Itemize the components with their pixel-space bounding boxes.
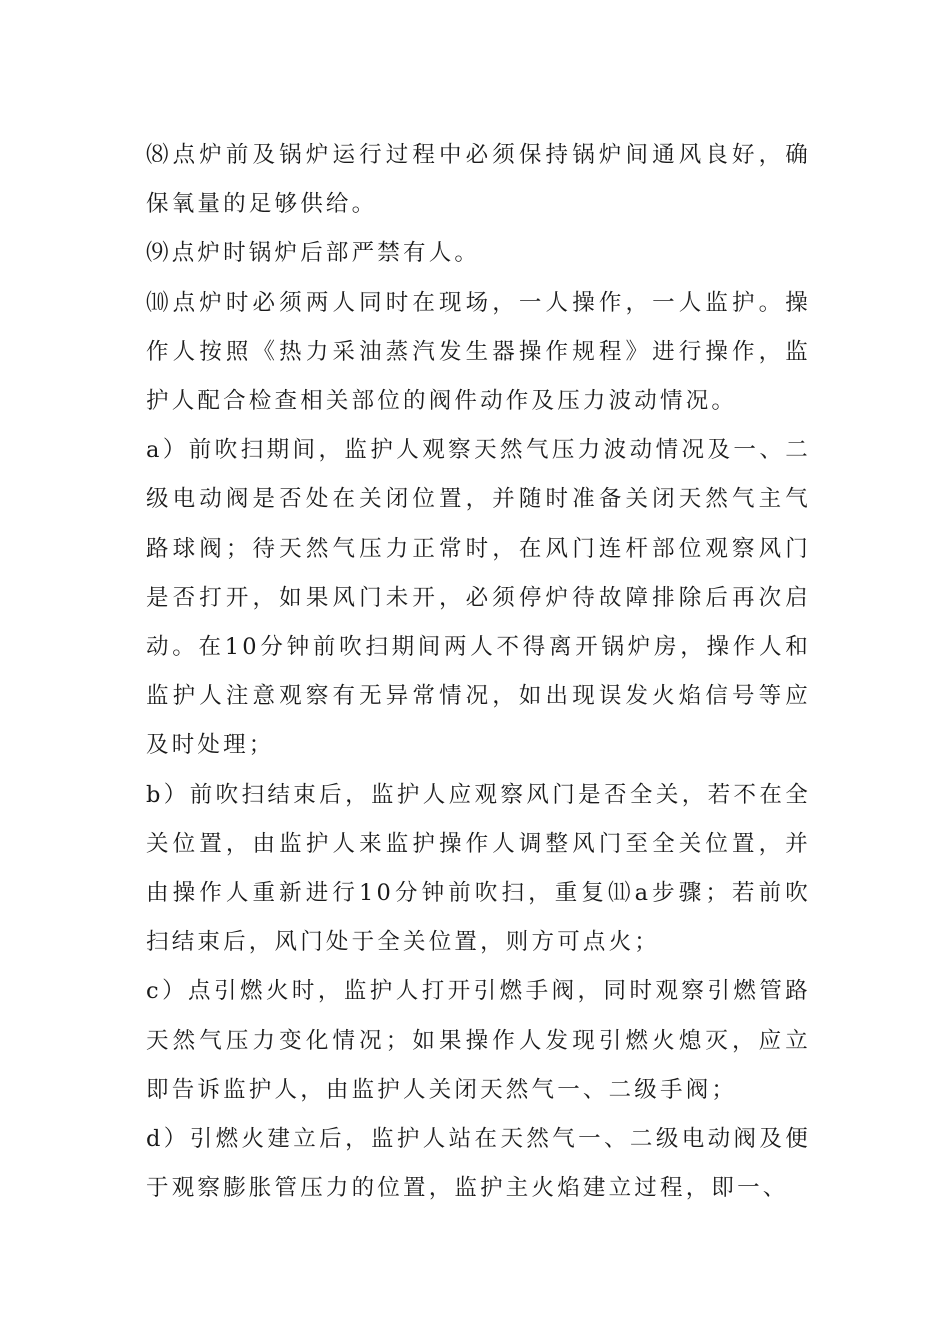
paragraph-a: a）前吹扫期间，监护人观察天然气压力波动情况及一、二级电动阀是否处在关闭位置，并随时准备关闭天然气主气路球阀；待天然气压力正常时，在风门连杆部位观察风门是否打开，如果风门未开，必须停炉待故障排除后再次启动。在10分钟前吹扫期间两人不得离开锅炉房，操作人和监护人注意观察有无异常情况，如出现误发火焰信号等应及时处理； xyxy=(146,437,811,759)
paragraph-b: b）前吹扫结束后，监护人应观察风门是否全关，若不在全关位置，由监护人来监护操作人调整风门至全关位置，并由操作人重新进行10分钟前吹扫，重复⑾a步骤；若前吹扫结束后，风门处于全关位置，则方可点火； xyxy=(146,781,811,956)
paragraph-c: c）点引燃火时，监护人打开引燃手阀，同时观察引燃管路天然气压力变化情况；如果操作人发现引燃火熄灭，应立即告诉监护人，由监护人关闭天然气一、二级手阀； xyxy=(146,978,811,1103)
paragraph-d: d）引燃火建立后，监护人站在天然气一、二级电动阀及便于观察膨胀管压力的位置，监护主火焰建立过程，即一、 xyxy=(146,1126,811,1202)
paragraph-10: ⑽点炉时必须两人同时在现场，一人操作，一人监护。操作人按照《热力采油蒸汽发生器操作规程》进行操作，监护人配合检查相关部位的阀件动作及压力波动情况。 xyxy=(146,289,811,415)
paragraph-9: ⑼点炉时锅炉后部严禁有人。 xyxy=(146,240,481,267)
document-body xyxy=(146,131,811,1213)
paragraph-8: ⑻点炉前及锅炉运行过程中必须保持锅炉间通风良好，确保氧量的足够供给。 xyxy=(146,142,811,218)
